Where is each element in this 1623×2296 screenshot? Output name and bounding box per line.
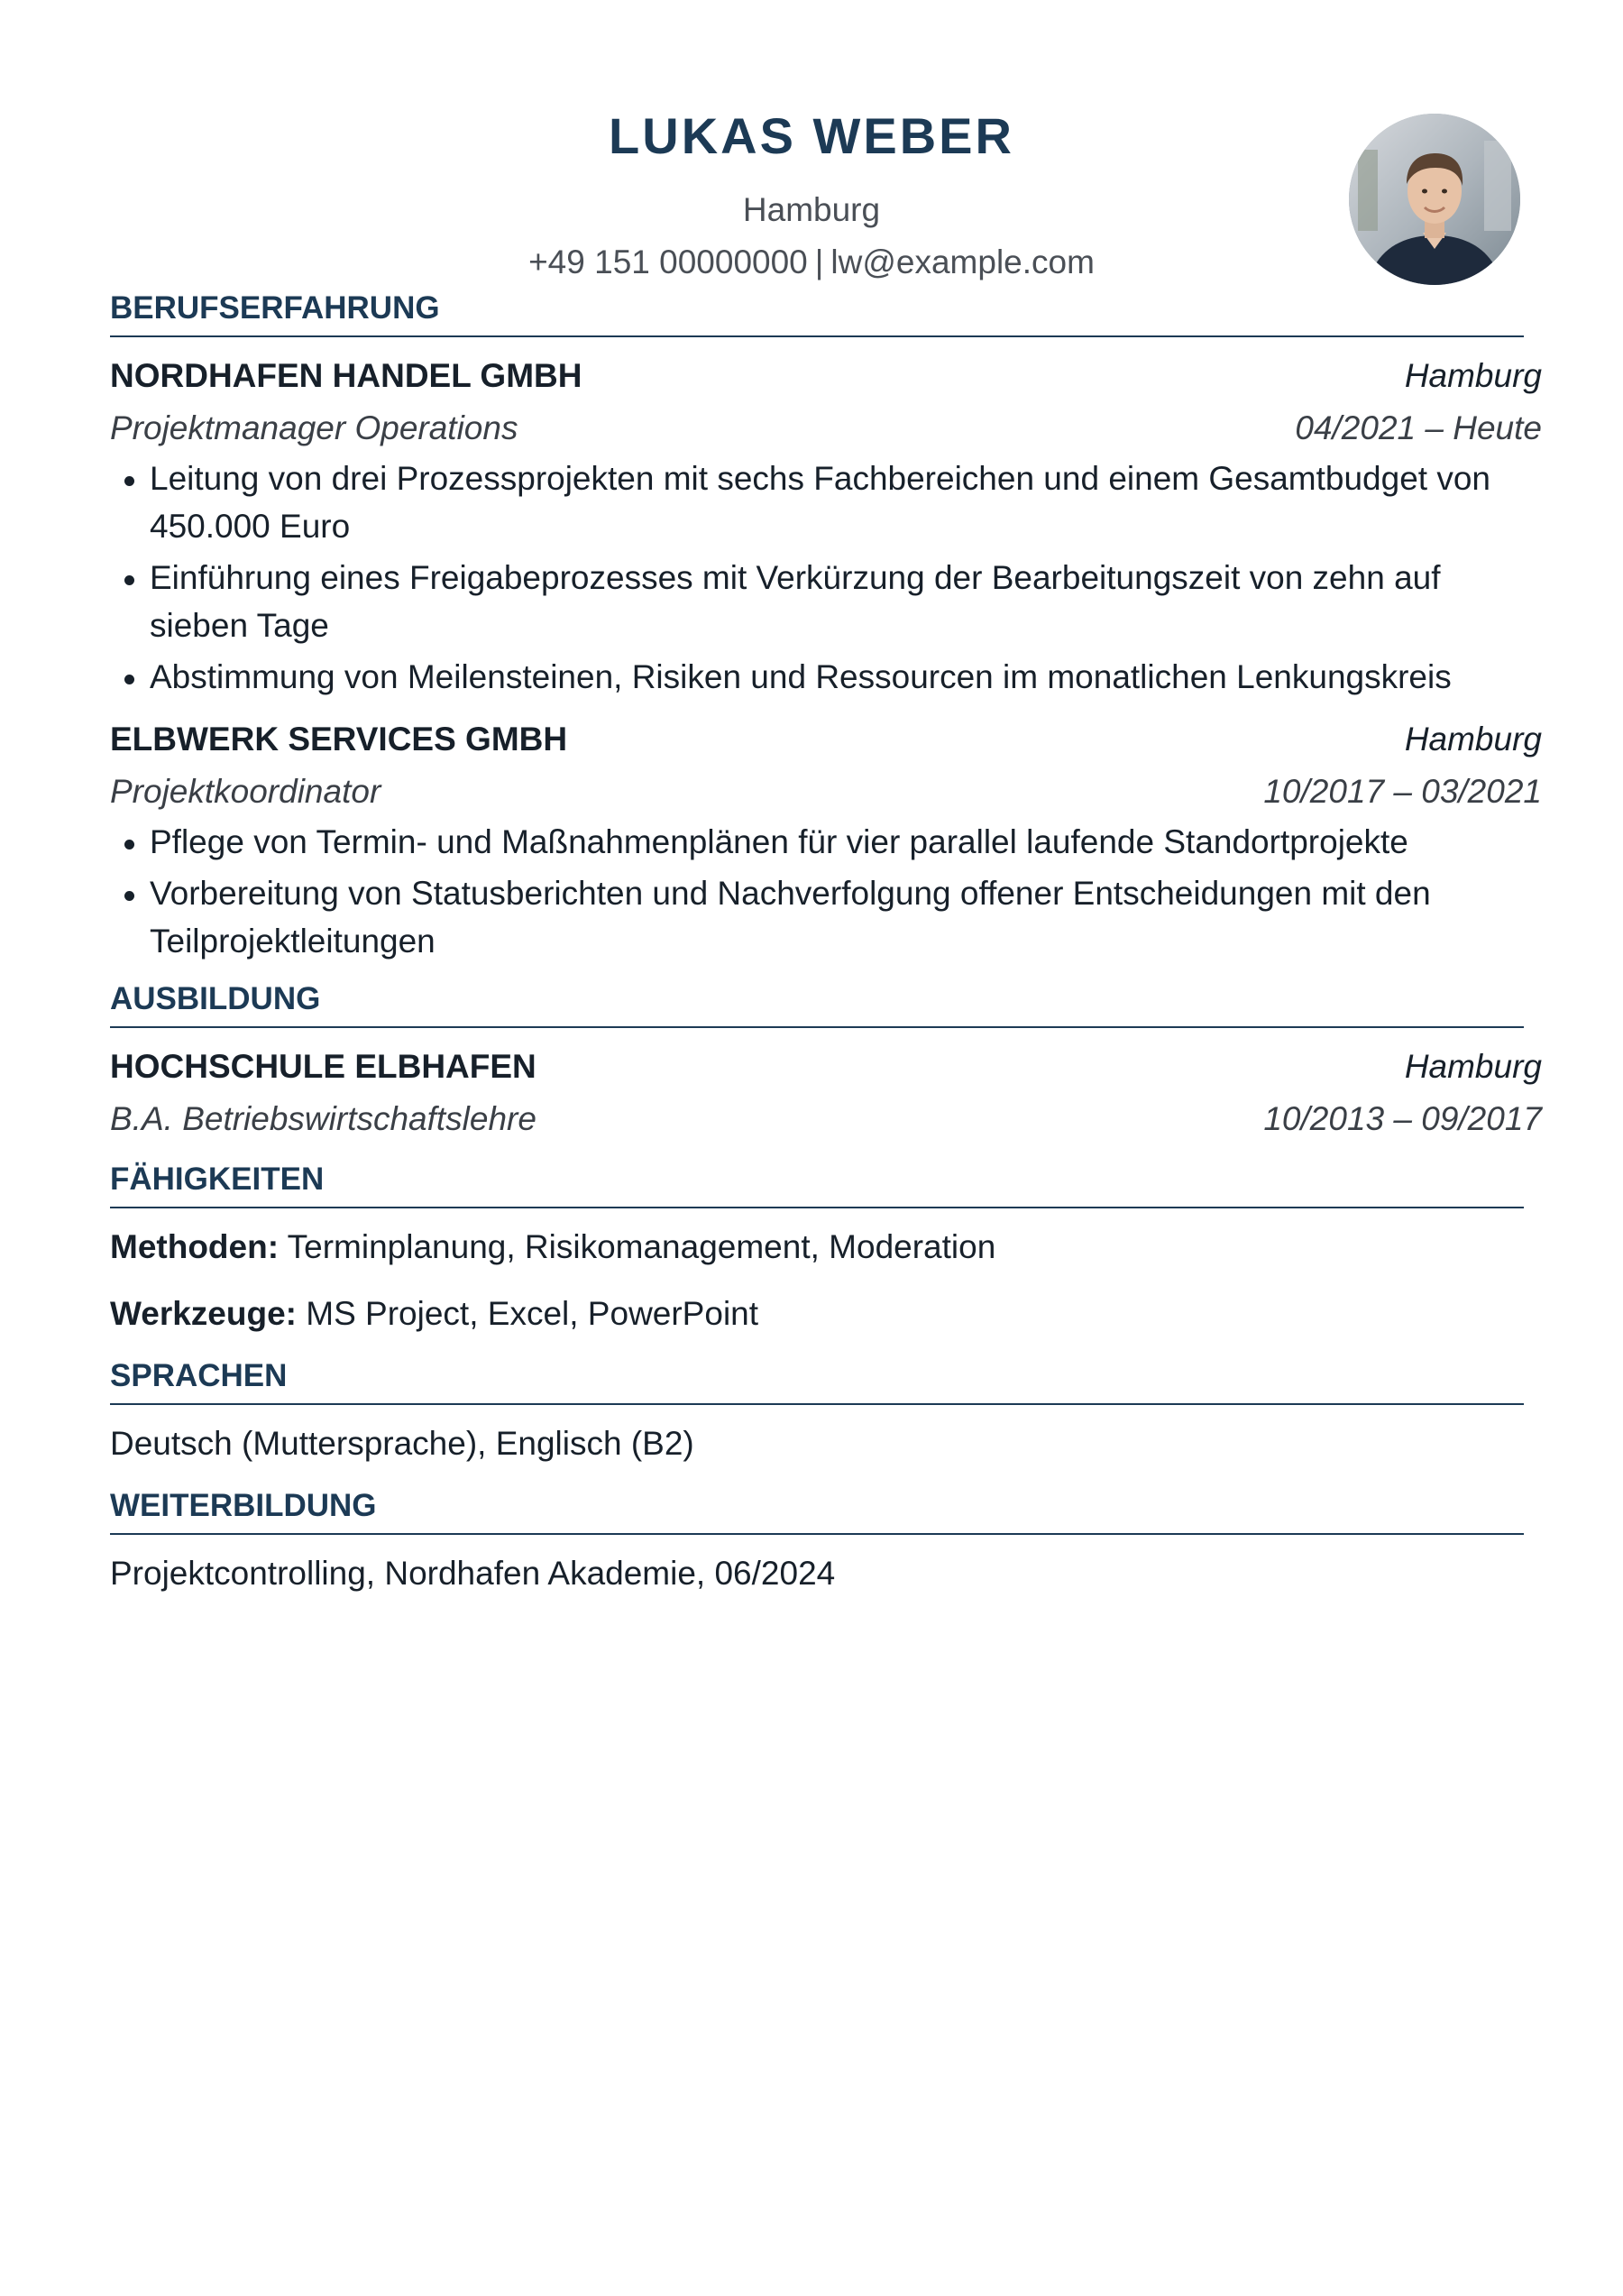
section-title-training: WEITERBILDUNG [110,1484,1524,1535]
entry-header-row [110,350,1542,402]
study-dates: 10/2013 – 09/2017 [1263,1100,1542,1137]
employer-name: NORDHAFEN HANDEL GMBH [110,357,582,394]
education-entry [110,1041,1542,1145]
achievement-item: Einführung eines Freigabeprozesses mit Verkürzung der Bearbeitungszeit von zehn auf sieben Tage [110,554,1517,649]
resume-content [110,287,1542,1614]
skill-value: MS Project, Excel, PowerPoint [297,1295,759,1332]
entry-role-row [110,1093,1542,1145]
entry-header-row [110,713,1542,766]
training-text: Projektcontrolling, Nordhafen Akademie, 06/2024 [110,1555,836,1592]
person-portrait-icon [1349,114,1520,285]
job-title: Projektkoordinator [110,773,381,810]
experience-entry [110,350,1542,701]
skill-label: Methoden: [110,1228,280,1265]
achievement-list [110,818,1517,965]
entry-role-row [110,402,1542,455]
section-education [110,978,1542,1145]
section-experience [110,287,1542,965]
achievement-item: Leitung von drei Prozessprojekten mit sechs Fachbereichen und einem Gesamtbudget von 450.000 Euro [110,455,1517,550]
skill-line-methods [110,1221,1524,1273]
email-address: lw@example.com [830,243,1095,280]
employer-location: Hamburg [1404,721,1542,758]
employer-name: ELBWERK SERVICES GMBH [110,721,568,758]
school-location: Hamburg [1404,1048,1542,1085]
entry-header-row [110,1041,1542,1093]
profile-photo [1349,114,1520,285]
section-title-skills: FÄHIGKEITEN [110,1158,1524,1208]
phone-number: +49 151 00000000 [528,243,808,280]
skill-label: Werkzeuge: [110,1295,297,1332]
section-title-languages: SPRACHEN [110,1355,1524,1405]
section-title-education: AUSBILDUNG [110,978,1524,1028]
entry-role-row [110,766,1542,818]
job-dates: 04/2021 – Heute [1295,409,1542,446]
employer-location: Hamburg [1404,357,1542,394]
skill-value: Terminplanung, Risikomanagement, Moderation [279,1228,996,1265]
section-training [110,1484,1524,1600]
achievement-item: Vorbereitung von Statusberichten und Nachverfolgung offener Entscheidungen mit den Teilprojektleitungen [110,869,1517,965]
achievement-item: Abstimmung von Meilensteinen, Risiken und Ressourcen im monatlichen Lenkungskreis [110,653,1517,701]
achievement-list [110,455,1517,701]
skill-line-tools [110,1288,1524,1340]
candidate-name: LUKAS WEBER [609,107,1014,164]
experience-entry [110,713,1542,965]
job-title: Projektmanager Operations [110,409,518,446]
section-title-experience: BERUFSERFAHRUNG [110,287,1524,337]
section-skills [110,1158,1524,1340]
degree-name: B.A. Betriebswirtschaftslehre [110,1100,536,1137]
section-languages [110,1355,1524,1470]
achievement-item: Pflege von Termin- und Maßnahmenplänen für vier parallel laufende Standortprojekte [110,818,1517,866]
job-dates: 10/2017 – 03/2021 [1263,773,1542,810]
contact-separator: | [814,243,824,280]
candidate-city: Hamburg [742,191,881,228]
languages-text: Deutsch (Muttersprache), Englisch (B2) [110,1425,694,1462]
school-name: HOCHSCHULE ELBHAFEN [110,1048,536,1085]
